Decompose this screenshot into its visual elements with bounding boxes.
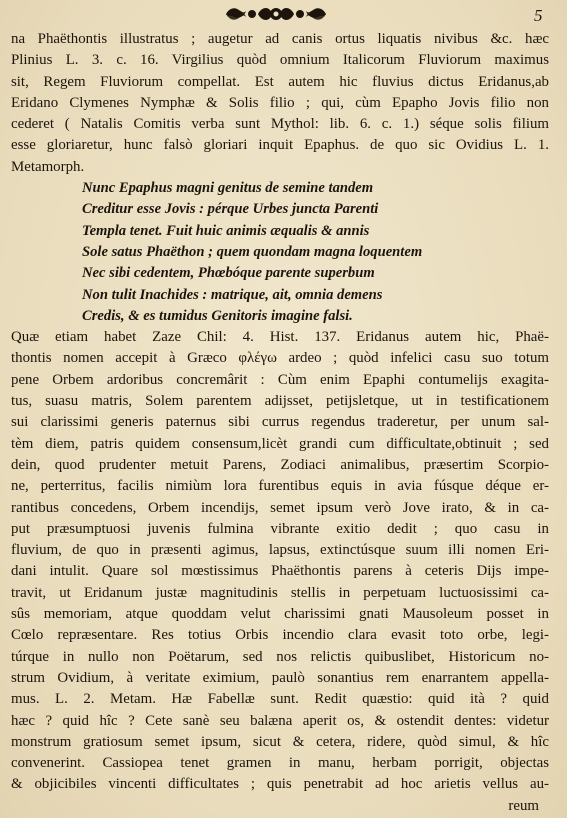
- text-line: dani intulit. Quare sol mœstissimus Phaëthontis parens à ceteris Dijs impe-: [11, 563, 549, 580]
- text-line: hæc ? quid hîc ? Cete sanè seu balæna aperit os, & ostendit dentes: videtur: [11, 712, 549, 729]
- body-text: [11, 29, 549, 817]
- text-line: & objicibiles vincenti difficultates ; quis penetrabit ad hoc arietis vellus au-: [11, 776, 549, 793]
- verse-line: Non tulit Inachides : matrique, ait, omnia demens: [82, 286, 383, 303]
- verse-line: Nec sibi cedentem, Phœbóque parente superbum: [82, 265, 375, 282]
- verse-line: Creditur esse Jovis : pérque Urbes juncta Parenti: [82, 201, 379, 218]
- verse-line: Templa tenet. Fuit huic animis æqualis & annis: [82, 222, 370, 239]
- text-line: Quæ etiam habet Zaze Chil: 4. Hist. 137. Eridanus autem hic, Phaë-: [11, 329, 549, 346]
- text-line: sui clarissimi generis paternus sibi currus regendus traderetur, per unum sal-: [11, 414, 549, 431]
- text-line: Metamorph.: [11, 158, 85, 175]
- verse-line: Credis, & es tumidus Genitoris imagine falsi.: [82, 307, 353, 324]
- page-number: 5: [534, 6, 543, 25]
- text-line: tèm diem, patris quidem consensum,licèt grandi cum difficultate,obtinuit ; sed: [11, 435, 549, 452]
- text-line: fluvium, de quo in præsenti agimus, lapsus, extinctúsque suum illi nomen Eri-: [11, 542, 549, 559]
- text-line: na Phaëthontis illustratus ; augetur ad canis ortus liquatis nivibus &c. hæc: [11, 31, 549, 47]
- text-line: mus. L. 2. Metam. Hæ Fabellæ sunt. Redit quæstio: quid ità ? quid: [11, 691, 549, 708]
- text-line: put præsumptuosi juvenis fulmina vibrante exitio dedit ; quo casu in: [11, 520, 549, 537]
- text-line: Cœlo repræsentare. Res totius Orbis incendio clara evasit toto orbe, legi-: [11, 627, 549, 644]
- catchword: reum: [508, 797, 539, 814]
- text-line: túrque in nullo non Poëtarum, sed nos relictis quibuslibet, Historicum no-: [11, 648, 549, 665]
- text-line: ne, perterritus, facilis nimiùm lora furentibus equis in avia fúsque déque er-: [11, 478, 549, 495]
- verse-line: Nunc Epaphus magni genitus de semine tandem: [82, 180, 374, 197]
- text-line: tus, suasu matris, Solem parentem adijsset, petijsletque, ut in testificationem: [11, 393, 549, 410]
- text-line: thontis nomen accepit à Græco φλέγω ardeo ; quòd infelici casu suo totum: [11, 350, 549, 367]
- text-line: Plinius L. 3. c. 16. Virgilius quòd omnium Italicorum Fluviorum maximus: [11, 52, 549, 69]
- text-line: sit, Regem Fluviorum compellat. Est autem hic fluvius dictus Eridanus,ab: [11, 73, 549, 90]
- text-line: monstrum gratiosum semet ipsum, sicut & cetera, ridere, quòd simul, & hîc: [11, 733, 549, 750]
- text-line: travit, ut Eridanum justæ magnitudinis stellis in perpetuam luctuosissimi ca-: [11, 584, 549, 601]
- text-line: dein, quod prudenter metuit Parens, Zodiaci animalibus, præsertim Scorpio-: [11, 456, 549, 473]
- text-line: cederet ( Natalis Comitis verba sunt Mythol: lib. 6. c. 1.) séque solis filium: [11, 116, 549, 133]
- text-line: pene Orbem ardoribus concremârit : Cùm enim Epaphi contumelijs exagita-: [11, 371, 549, 388]
- text-line: sûs memoriam, atque quoddam velut charissimi gnati Mausoleum posset in: [11, 606, 549, 623]
- text-line: esse gloriaretur, hunc falsò gloriari inquit Epaphus. de quo sic Ovidius L. 1.: [11, 137, 549, 154]
- printer-ornament-icon: [222, 5, 330, 23]
- text-line: convenerint. Cassiopea tenet gramen in manu, herbam porrigit, objectas: [11, 755, 549, 772]
- text-line: rantibus concedens, Orbem incendijs, semet ipsum verò Jove irato, & in ca-: [11, 499, 549, 516]
- text-line: Eridano Clymenes Nymphæ & Solis filio ; qui, cùm Epapho Jovis filio non: [11, 94, 549, 111]
- verse-line: Sole satus Phaëthon ; quem quondam magna loquentem: [82, 243, 423, 260]
- text-line: strum Ovidium, à veritate eximium, paulò sonantius rem enarrantem appella-: [11, 669, 549, 686]
